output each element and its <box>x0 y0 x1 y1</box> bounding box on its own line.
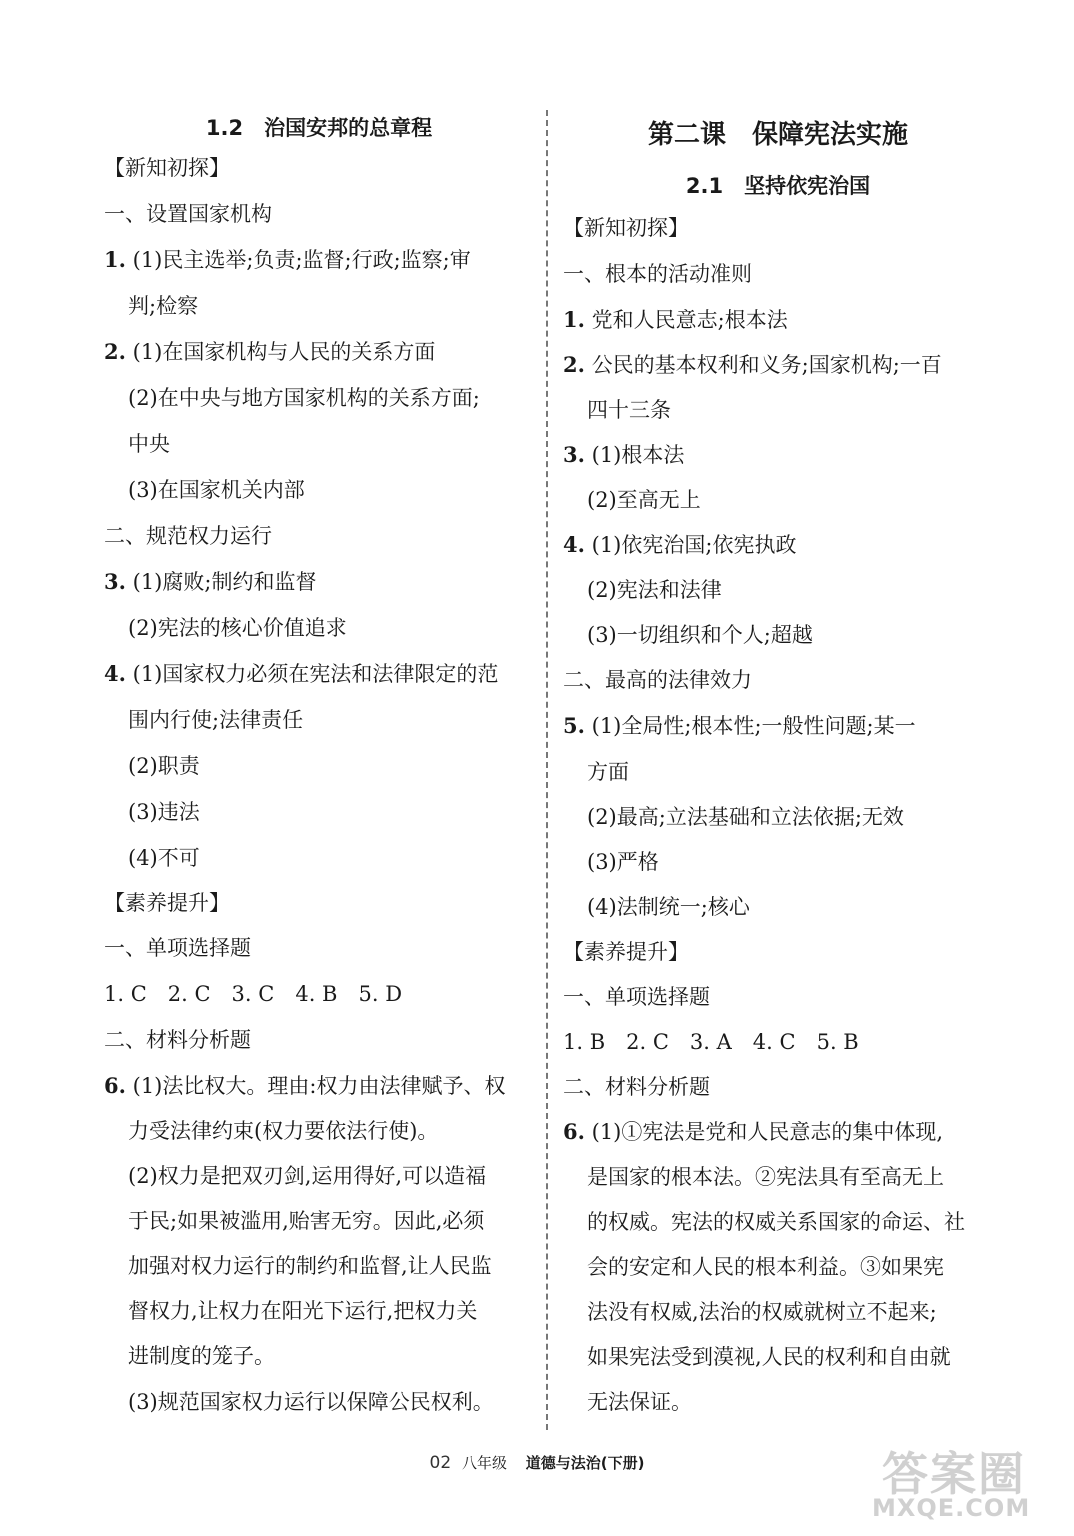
grade-label: 八年级 <box>461 1454 507 1472</box>
answer-line <box>104 934 251 962</box>
line-text: 二、材料分析题 <box>563 1075 710 1099</box>
line-text: (2)宪法的核心价值追求 <box>128 616 347 640</box>
answer-line <box>128 752 200 780</box>
answer-line <box>128 384 480 412</box>
answer-line <box>104 1072 505 1100</box>
question-number: 3. <box>563 442 585 467</box>
line-text: (1)腐败;制约和监督 <box>132 570 317 594</box>
answer-line <box>104 200 272 228</box>
answer-line <box>587 576 722 604</box>
answer-line <box>587 621 813 649</box>
line-text: 进制度的笼子。 <box>128 1344 275 1368</box>
question-number: 5. <box>563 713 585 738</box>
line-text: 加强对权力运行的制约和监督,让人民监 <box>128 1254 492 1278</box>
question-number: 6. <box>563 1119 585 1144</box>
line-text: 四十三条 <box>587 398 671 422</box>
question-number: 1. <box>104 247 126 272</box>
line-text: 力受法律约束(权力要依法行使)。 <box>128 1119 439 1143</box>
answer-line <box>128 614 347 642</box>
answer-line <box>563 441 684 469</box>
line-text: 督权力,让权力在阳光下运行,把权力关 <box>128 1299 478 1323</box>
answer-line <box>587 1343 951 1371</box>
answer-line <box>104 522 272 550</box>
answer-line <box>563 351 942 379</box>
answer-line <box>104 154 230 182</box>
line-text: (3)违法 <box>128 800 200 824</box>
book-title: 道德与法治(下册) <box>525 1454 645 1472</box>
question-number: 2. <box>563 352 585 377</box>
answer-line <box>104 246 471 274</box>
line-text: (2)最高;立法基础和立法依据;无效 <box>587 805 904 829</box>
answer-line <box>587 848 659 876</box>
line-text: (2)宪法和法律 <box>587 578 722 602</box>
line-text: (3)在国家机关内部 <box>128 478 305 502</box>
section-title-2-1: 2.1 坚持依宪治国 <box>685 174 871 198</box>
section-title-1-2: 1.2 治国安邦的总章程 <box>205 116 433 140</box>
line-text: (3)一切组织和个人;超越 <box>587 623 813 647</box>
line-text: (4)法制统一;核心 <box>587 895 750 919</box>
line-text: 一、设置国家机构 <box>104 202 272 226</box>
answer-line <box>128 1388 494 1416</box>
question-number: 2. <box>104 339 126 364</box>
answer-line <box>128 476 305 504</box>
line-text: 二、规范权力运行 <box>104 524 272 548</box>
line-text: 一、单项选择题 <box>104 936 251 960</box>
answer-line <box>587 396 671 424</box>
answer-line <box>563 1028 859 1056</box>
answer-line <box>128 844 200 872</box>
question-number: 3. <box>104 569 126 594</box>
answer-line <box>563 983 710 1011</box>
answer-line <box>587 1163 944 1191</box>
answer-line <box>104 568 316 596</box>
answer-line <box>563 712 916 740</box>
line-text: 于民;如果被滥用,贻害无穷。因此,必须 <box>128 1209 485 1233</box>
line-text: (1)法比权大。理由:权力由法律赋予、权 <box>132 1074 506 1098</box>
line-text: (1)全局性;根本性;一般性问题;某一 <box>591 714 916 738</box>
line-text: 的权威。宪法的权威关系国家的命运、社 <box>587 1210 965 1234</box>
answer-line <box>563 1118 943 1146</box>
lesson-title: 第二课 保障宪法实施 <box>647 120 908 150</box>
watermark-logo <box>862 1438 1062 1528</box>
line-text: (1)民主选举;负责;监督;行政;监察;审 <box>132 248 471 272</box>
answer-line <box>104 889 230 917</box>
answer-line <box>587 803 904 831</box>
answer-line <box>587 1208 965 1236</box>
line-text: 是国家的根本法。②宪法具有至高无上 <box>587 1165 944 1189</box>
answer-line <box>128 1252 492 1280</box>
question-number: 4. <box>563 532 585 557</box>
answer-line <box>128 1297 477 1325</box>
answer-line <box>128 706 303 734</box>
line-text: 方面 <box>587 760 629 784</box>
line-text: (1)依宪治国;依宪执政 <box>591 533 797 557</box>
answer-line <box>587 486 701 514</box>
line-text: 一、单项选择题 <box>563 985 710 1009</box>
answer-line <box>587 758 629 786</box>
line-text: 会的安定和人民的根本利益。③如果宪 <box>587 1255 944 1279</box>
line-text: 判;检察 <box>128 294 199 318</box>
answer-line <box>128 430 170 458</box>
line-text: 二、最高的法律效力 <box>563 668 752 692</box>
answer-line <box>563 1073 710 1101</box>
line-text: 法没有权威,法治的权威就树立不起来; <box>587 1300 937 1324</box>
line-text: 无法保证。 <box>587 1390 692 1414</box>
answer-line <box>563 260 752 288</box>
answer-line <box>128 292 198 320</box>
line-text: (1)国家权力必须在宪法和法律限定的范 <box>132 662 499 686</box>
line-text: 1. C 2. C 3. C 4. B 5. D <box>104 982 403 1006</box>
line-text: 党和人民意志;根本法 <box>591 308 788 332</box>
watermark-url: MXQE.COM <box>872 1494 1031 1522</box>
line-text: (2)在中央与地方国家机构的关系方面; <box>128 386 480 410</box>
line-text: (2)职责 <box>128 754 200 778</box>
line-text: 如果宪法受到漠视,人民的权利和自由就 <box>587 1345 951 1369</box>
line-text: 【素养提升】 <box>104 891 230 915</box>
answer-line <box>128 798 200 826</box>
question-number: 4. <box>104 661 126 686</box>
line-text: (2)权力是把双刃剑,运用得好,可以造福 <box>128 1164 487 1188</box>
answer-line <box>104 338 435 366</box>
column-divider <box>546 110 548 1430</box>
line-text: 【素养提升】 <box>563 940 689 964</box>
line-text: (2)至高无上 <box>587 488 701 512</box>
line-text: (4)不可 <box>128 846 200 870</box>
page-number: 02 <box>429 1453 452 1473</box>
question-number: 6. <box>104 1073 126 1098</box>
answer-line <box>563 306 788 334</box>
answer-line <box>128 1162 486 1190</box>
line-text: 一、根本的活动准则 <box>563 262 752 286</box>
line-text: (1)①宪法是党和人民意志的集中体现, <box>591 1120 944 1144</box>
answer-line <box>104 660 498 688</box>
answer-line <box>563 938 689 966</box>
answer-line <box>587 1253 944 1281</box>
watermark-text: 答案圈 <box>882 1447 1026 1501</box>
answer-line <box>128 1207 484 1235</box>
answer-line <box>587 1388 692 1416</box>
answer-line <box>587 1298 937 1326</box>
answer-line <box>128 1117 438 1145</box>
line-text: (3)严格 <box>587 850 659 874</box>
line-text: 1. B 2. C 3. A 4. C 5. B <box>563 1030 859 1054</box>
answer-line <box>563 666 752 694</box>
answer-line <box>563 214 689 242</box>
answer-line <box>563 531 796 559</box>
answer-line <box>104 1026 251 1054</box>
line-text: (1)根本法 <box>591 443 685 467</box>
question-number: 1. <box>563 307 585 332</box>
line-text: 围内行使;法律责任 <box>128 708 304 732</box>
line-text: 【新知初探】 <box>104 156 230 180</box>
line-text: 【新知初探】 <box>563 216 689 240</box>
line-text: (3)规范国家权力运行以保障公民权利。 <box>128 1390 494 1414</box>
line-text: 公民的基本权利和义务;国家机构;一百 <box>591 353 942 377</box>
answer-line <box>104 980 402 1008</box>
answer-line <box>128 1342 275 1370</box>
line-text: (1)在国家机构与人民的关系方面 <box>132 340 436 364</box>
line-text: 中央 <box>128 432 170 456</box>
answer-line <box>587 893 750 921</box>
line-text: 二、材料分析题 <box>104 1028 251 1052</box>
